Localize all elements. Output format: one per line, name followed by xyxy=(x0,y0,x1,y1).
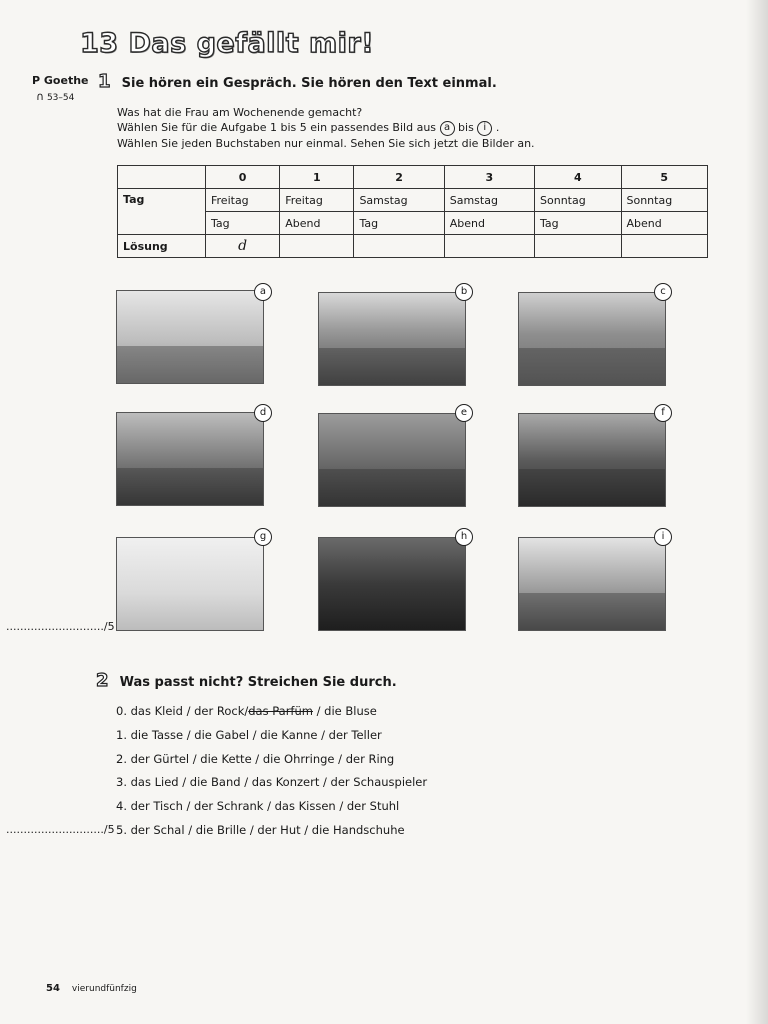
table-cell: Sonntag xyxy=(535,189,621,212)
table-col: 2 xyxy=(354,166,444,189)
exercise-1-instruction-line3: Wählen Sie jeden Buchstaben nur einmal. Sehen Sie sich jetzt die Bilder an. xyxy=(117,136,535,150)
list-item: 0. das Kleid / der Rock/das Parfüm / die Bluse xyxy=(116,704,377,718)
picture-label-c: c xyxy=(654,283,672,301)
picture-cinema xyxy=(318,537,466,631)
page-edge-shadow xyxy=(746,0,768,1024)
picture-label-b: b xyxy=(455,283,473,301)
picture-city-river xyxy=(518,537,666,631)
exercise-1-instructions xyxy=(117,105,535,151)
solution-cell[interactable] xyxy=(535,235,621,258)
picture-restaurant xyxy=(318,413,466,507)
table-cell: Samstag xyxy=(444,189,534,212)
table-cell: Freitag xyxy=(206,189,280,212)
table-row-label: Lösung xyxy=(118,235,206,258)
exercise-2-number: 2 xyxy=(96,670,109,691)
exercise-2-title: Was passt nicht? Streichen Sie durch. xyxy=(119,675,397,690)
picture-park xyxy=(518,292,666,386)
table-col: 0 xyxy=(206,166,280,189)
audio-track: ∩ 53–54 xyxy=(36,90,75,103)
list-item[interactable]: 1. die Tasse / die Gabel / die Kanne / der Teller xyxy=(116,727,382,742)
exam-tag: P Goethe xyxy=(32,74,89,87)
solution-cell[interactable] xyxy=(280,235,354,258)
table-cell: Tag xyxy=(535,212,621,235)
table-col: 1 xyxy=(280,166,354,189)
table-row-label: Tag xyxy=(118,189,206,235)
picture-label-f: f xyxy=(654,404,672,422)
picture-label-g: g xyxy=(254,528,272,546)
table-col: 4 xyxy=(535,166,621,189)
picture-tour-bus xyxy=(116,412,264,506)
list-item[interactable]: 5. der Schal / die Brille / der Hut / die Handschuhe xyxy=(116,822,405,837)
picture-label-e: e xyxy=(455,404,473,422)
page-number: 54 xyxy=(46,983,60,994)
solution-cell[interactable] xyxy=(354,235,444,258)
table-cell: Sonntag xyxy=(621,189,708,212)
chapter-title: 13 Das gefällt mir! xyxy=(80,28,375,59)
table-cell: Samstag xyxy=(354,189,444,212)
table-header-row xyxy=(118,166,708,189)
picture-label-d: d xyxy=(254,404,272,422)
list-item[interactable]: 2. der Gürtel / die Kette / die Ohrringe / der Ring xyxy=(116,751,395,766)
picture-theater xyxy=(518,413,666,507)
solution-cell[interactable]: d xyxy=(206,235,280,258)
exercise-2-list xyxy=(116,704,427,847)
solution-cell[interactable] xyxy=(444,235,534,258)
list-item[interactable]: 4. der Tisch / der Schrank / das Kissen / der Stuhl xyxy=(116,799,400,814)
exercise-1-score: ............................/5 xyxy=(6,620,115,633)
table-row-time xyxy=(118,212,708,235)
solution-cell[interactable] xyxy=(621,235,708,258)
table-cell: Freitag xyxy=(280,189,354,212)
page-number-word: vierundfünfzig xyxy=(71,984,137,994)
table-cell: Tag xyxy=(206,212,280,235)
table-cell: Abend xyxy=(280,212,354,235)
picture-label-i: i xyxy=(654,528,672,546)
picture-label-a: a xyxy=(254,283,272,301)
circle-a-icon: a xyxy=(440,121,455,136)
exercise-1-instruction-line2: Wählen Sie für die Aufgabe 1 bis 5 ein passendes Bild aus a bis i . xyxy=(117,121,500,134)
table-col: 5 xyxy=(621,166,708,189)
picture-beach xyxy=(116,290,264,384)
exercise-1-number: 1 xyxy=(98,71,111,92)
picture-market xyxy=(318,292,466,386)
table-cell: Abend xyxy=(621,212,708,235)
exercise-2-score: ............................/5 xyxy=(6,823,115,836)
table-row-day xyxy=(118,189,708,212)
table-col: 3 xyxy=(444,166,534,189)
exercise-1-header xyxy=(98,71,497,92)
exercise-1-question: Was hat die Frau am Wochenende gemacht? xyxy=(117,106,363,119)
table-cell: Tag xyxy=(354,212,444,235)
page-footer xyxy=(46,983,137,994)
exercise-2-header xyxy=(96,670,397,691)
crossed-out-word: das Parfüm xyxy=(248,704,313,718)
table-row-solution xyxy=(118,235,708,258)
list-item[interactable]: 3. das Lied / die Band / das Konzert / der Schauspieler xyxy=(116,775,428,790)
circle-i-icon: i xyxy=(477,121,492,136)
picture-museum xyxy=(116,537,264,631)
headphones-icon: ∩ xyxy=(36,90,45,103)
table-cell: Abend xyxy=(444,212,534,235)
answer-table xyxy=(117,165,708,258)
exercise-1-title: Sie hören ein Gespräch. Sie hören den Text einmal. xyxy=(121,76,497,91)
picture-label-h: h xyxy=(455,528,473,546)
